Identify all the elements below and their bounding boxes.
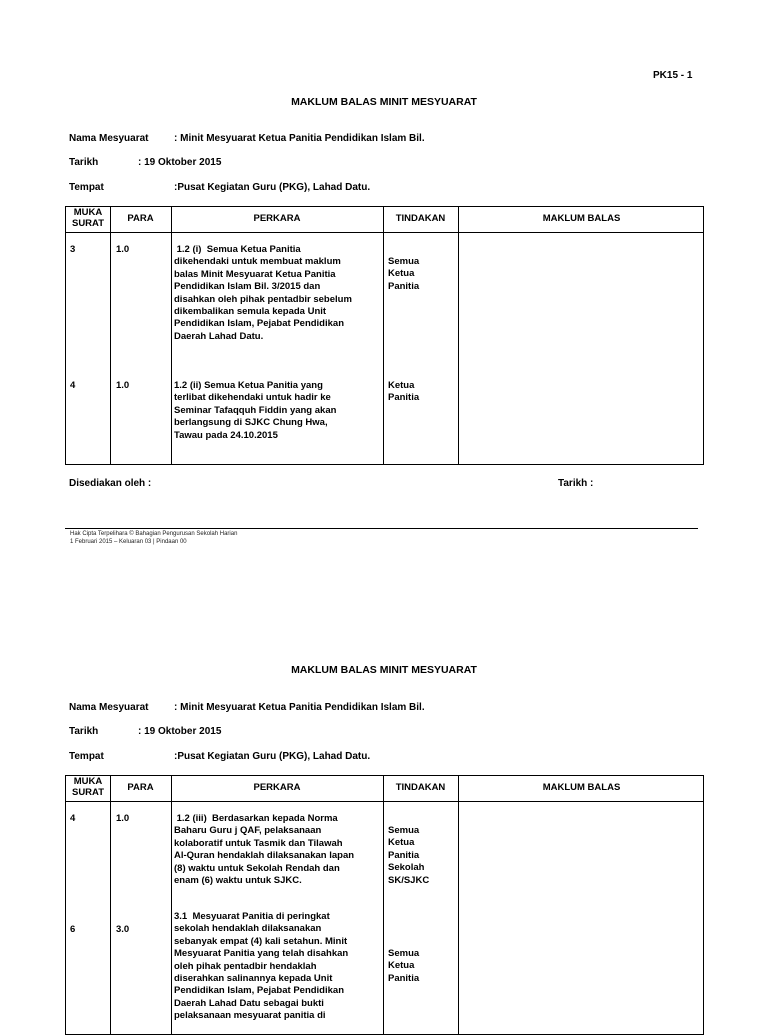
form1-nama-value: : Minit Mesyuarat Ketua Panitia Pendidikan Islam Bil. — [174, 133, 425, 144]
row-muka-surat: 4 — [70, 380, 76, 391]
header-para: PARA — [127, 782, 154, 793]
header-maklum-balas: MAKLUM BALAS — [542, 782, 621, 793]
header-muka-surat: MUKA SURAT — [71, 776, 105, 798]
tarikh-bottom-label: Tarikh : — [558, 478, 594, 489]
form1-tempat-label: Tempat — [69, 182, 104, 193]
form1-tarikh-value: : 19 Oktober 2015 — [138, 157, 222, 168]
row-para: 1.0 — [116, 244, 130, 255]
form2-table — [65, 775, 704, 1035]
form2-nama-label: Nama Mesyuarat — [69, 702, 149, 713]
row-para: 3.0 — [116, 924, 130, 935]
page-code: PK15 - 1 — [653, 70, 693, 81]
header-muka-surat: MUKA SURAT — [71, 207, 105, 229]
form2-tempat-value: :Pusat Kegiatan Guru (PKG), Lahad Datu. — [174, 751, 371, 762]
row-perkara: 1.2 (ii) Semua Ketua Panitia yang terlibat dikehendaki untuk hadir ke Seminar Tafaqquh Fiddin yang akan berlangsung di SJKC Chung Hwa, Tawau pada 24.10.2015 — [174, 380, 337, 441]
row-tindakan: Ketua Panitia — [388, 380, 420, 404]
row-tindakan: Semua Ketua Panitia Sekolah SK/SJKC — [388, 825, 430, 886]
header-tindakan: TINDAKAN — [395, 782, 446, 793]
row-perkara: 1.2 (i) Semua Ketua Panitia dikehendaki untuk membuat maklum balas Minit Mesyuarat Ketua Panitia Pendidikan Islam Bil. 3/2015 dan disahkan oleh pihak pentadbir sebelum dikembalikan semula kepada Unit Pendidikan Islam, Pejabat Pendidikan Daerah Lahad Datu. — [174, 244, 352, 342]
row-muka-surat: 3 — [70, 244, 76, 255]
row-tindakan: Semua Ketua Panitia — [388, 948, 420, 984]
row-muka-surat: 6 — [70, 924, 76, 935]
footer-edition: 1 Februari 2015 – Keluaran 03 | Pindaan 00 — [70, 539, 187, 545]
header-maklum-balas: MAKLUM BALAS — [542, 213, 621, 224]
form2-tarikh-label: Tarikh — [69, 726, 99, 737]
form2-nama-value: : Minit Mesyuarat Ketua Panitia Pendidikan Islam Bil. — [174, 702, 425, 713]
form2-tempat-label: Tempat — [69, 751, 104, 762]
row-muka-surat: 4 — [70, 813, 76, 824]
header-para: PARA — [127, 213, 154, 224]
header-perkara: PERKARA — [253, 213, 301, 224]
form1-tempat-value: :Pusat Kegiatan Guru (PKG), Lahad Datu. — [174, 182, 371, 193]
header-perkara: PERKARA — [253, 782, 301, 793]
form2-title: MAKLUM BALAS MINIT MESYUARAT — [291, 664, 477, 676]
form2-tarikh-value: : 19 Oktober 2015 — [138, 726, 222, 737]
form1-table — [65, 206, 704, 465]
row-tindakan: Semua Ketua Panitia — [388, 256, 420, 292]
row-perkara: 3.1 Mesyuarat Panitia di peringkat sekolah hendaklah dilaksanakan sebanyak empat (4) kali setahun. Minit Mesyuarat Panitia yang telah disahkan oleh pihak pentadbir hendaklah diserahkan salinannya kepada Unit Pendidikan Islam, Pejabat Pendidikan Daerah Lahad Datu sebagai bukti pelaksanaan mesyuarat panitia di — [174, 911, 349, 1022]
footer-copyright: Hak Cipta Terpelihara © Bahagian Pengurusan Sekolah Harian — [70, 531, 238, 537]
form1-nama-label: Nama Mesyuarat — [69, 133, 149, 144]
form1-title: MAKLUM BALAS MINIT MESYUARAT — [291, 96, 477, 108]
header-tindakan: TINDAKAN — [395, 213, 446, 224]
row-perkara: 1.2 (iii) Berdasarkan kepada Norma Baharu Guru j QAF, pelaksanaan kolaboratif untuk Tasmik dan Tilawah Al-Quran hendaklah dilaksanakan lapan (8) waktu untuk Sekolah Rendah dan enam (6) waktu untuk SJKC. — [174, 813, 355, 887]
form1-tarikh-label: Tarikh — [69, 157, 99, 168]
row-para: 1.0 — [116, 380, 130, 391]
disediakan-label: Disediakan oleh : — [69, 478, 152, 489]
row-para: 1.0 — [116, 813, 130, 824]
footer-divider — [65, 528, 698, 529]
